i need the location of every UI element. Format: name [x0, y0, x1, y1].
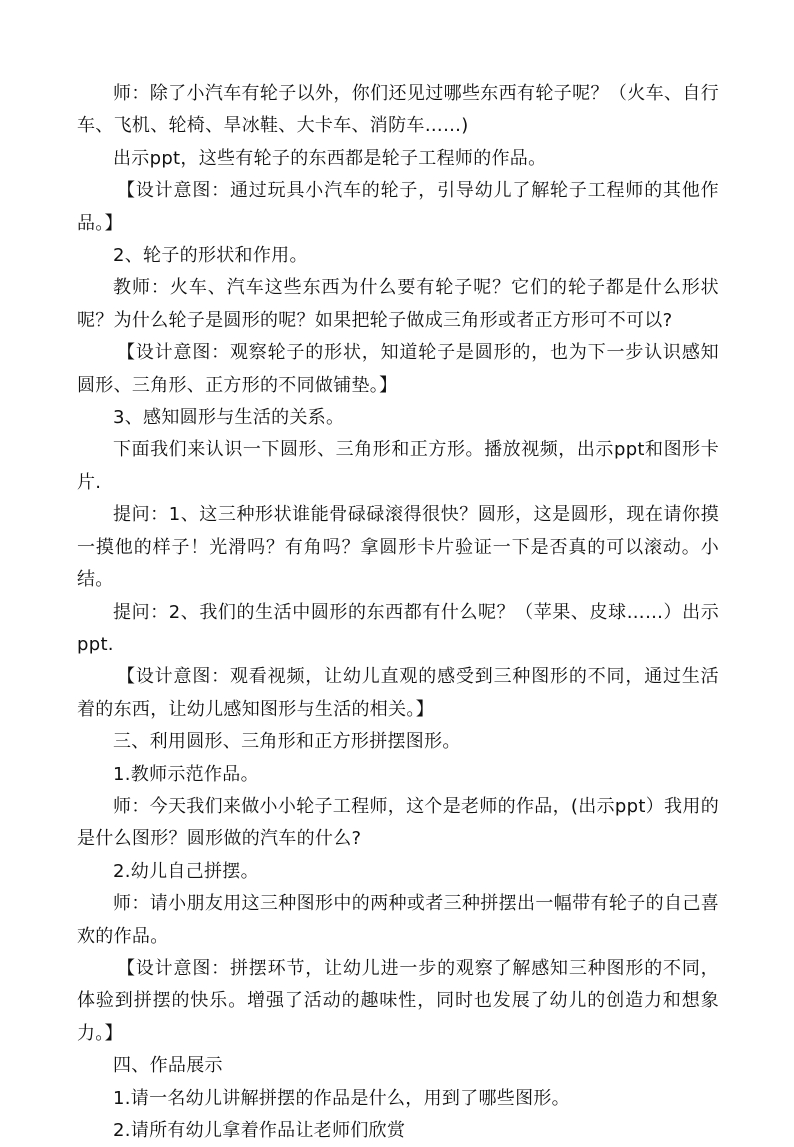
paragraph-design-intent-2: 【设计意图：观察轮子的形状，知道轮子是圆形的，也为下一步认识感知圆形、三角形、正方形的不同做铺垫。】 — [77, 342, 719, 396]
paragraph-question-2: 提问：2、我们的生活中圆形的东西都有什么呢？（苹果、皮球……）出示ppt. — [77, 601, 719, 655]
paragraph-teacher-demo: 1.教师示范作品。 — [113, 763, 259, 785]
paragraph-design-intent-4: 【设计意图：拼摆环节，让幼儿进一步的观察了解感知三种图形的不同，体验到拼摆的快乐。增强了活动的趣味性，同时也发展了幼儿的创造力和想象力。】 — [77, 957, 719, 1044]
paragraph-show-ppt: 出示ppt，这些有轮子的东西都是轮子工程师的作品。 — [113, 147, 547, 169]
paragraph-children-assemble: 2.幼儿自己拼摆。 — [113, 860, 259, 882]
paragraph-teacher-question-wheels: 师：除了小汽车有轮子以外，你们还见过哪些东西有轮子呢？（火车、自行车、飞机、轮椅、旱冰鞋、大卡车、消防车……) — [77, 83, 719, 137]
paragraph-show-2: 2.请所有幼儿拿着作品让老师们欣赏 — [113, 1120, 406, 1141]
paragraph-section-2-heading: 2、轮子的形状和作用。 — [113, 245, 308, 267]
paragraph-children-assemble-text: 师：请小朋友用这三种图形中的两种或者三种拼摆出一幅带有轮子的自己喜欢的作品。 — [77, 893, 719, 947]
paragraph-question-1: 提问：1、这三种形状谁能骨碌碌滚得很快？圆形，这是圆形，现在请你摸一摸他的样子！光滑吗？有角吗？拿圆形卡片验证一下是否真的可以滚动。小结。 — [77, 504, 719, 591]
paragraph-show-1: 1.请一名幼儿讲解拼摆的作品是什么，用到了哪些图形。 — [113, 1087, 570, 1109]
paragraph-design-intent-3: 【设计意图：观看视频，让幼儿直观的感受到三种图形的不同，通过生活着的东西，让幼儿感知图形与生活的相关。】 — [77, 666, 719, 720]
paragraph-section-3-heading: 3、感知圆形与生活的关系。 — [113, 407, 345, 429]
paragraph-part-4-heading: 四、作品展示 — [113, 1055, 223, 1077]
paragraph-design-intent-1: 【设计意图：通过玩具小汽车的轮子，引导幼儿了解轮子工程师的其他作品。】 — [77, 180, 719, 234]
document-page — [77, 78, 719, 1147]
paragraph-teacher-why-wheels: 教师：火车、汽车这些东西为什么要有轮子呢？它们的轮子都是什么形状呢？为什么轮子是圆形的呢？如果把轮子做成三角形或者正方形可不可以? — [77, 277, 719, 331]
paragraph-teacher-demo-text: 师：今天我们来做小小轮子工程师，这个是老师的作品，(出示ppt）我用的是什么图形？圆形做的汽车的什么? — [77, 795, 719, 850]
paragraph-introduce-shapes: 下面我们来认识一下圆形、三角形和正方形。播放视频，出示ppt和图形卡片. — [77, 439, 719, 493]
paragraph-part-3-heading: 三、利用圆形、三角形和正方形拼摆图形。 — [113, 731, 461, 753]
